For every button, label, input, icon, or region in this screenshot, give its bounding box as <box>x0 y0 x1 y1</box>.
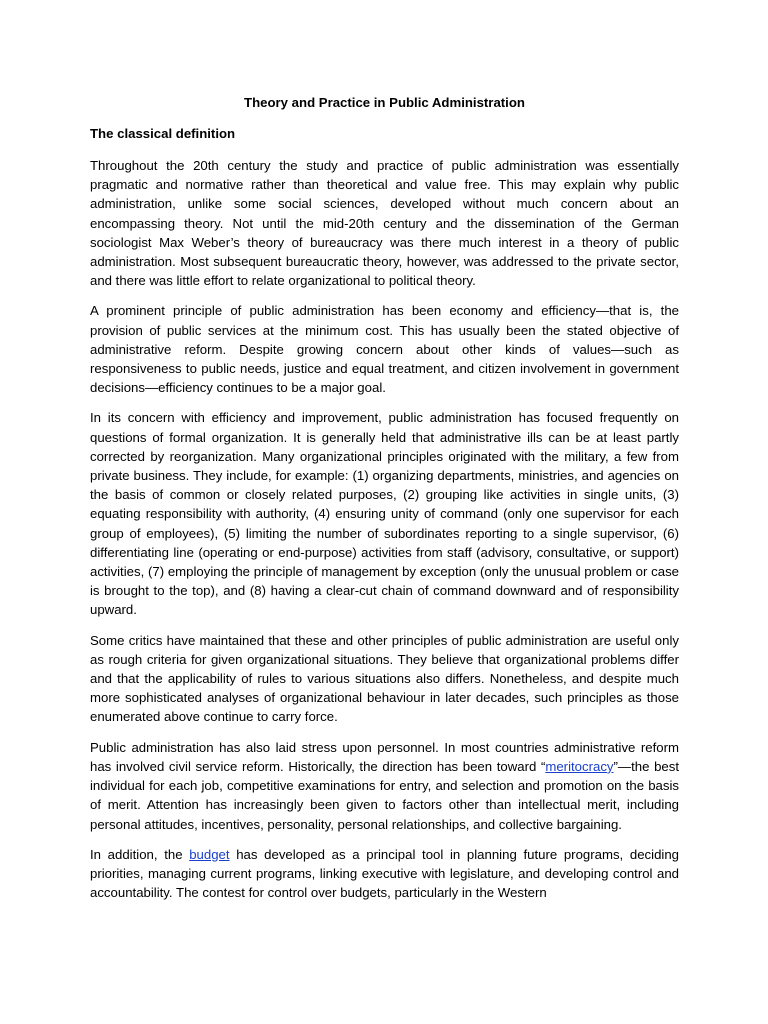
document-title: Theory and Practice in Public Administration <box>244 95 525 110</box>
paragraph-formal-organization: In its concern with efficiency and improvement, public administration has focused frequently on questions of formal organization. It is generally held that administrative ills can be at least partly corrected by reorganization. Many organizational principles originated with the military, a few from private business. They include, for example: (1) organizing departments, ministries, and agencies on the basis of common or closely related purposes, (2) grouping like activities in single units, (3) equating responsibility with authority, (4) ensuring unity of command (only one supervisor for each group of employees), (5) limiting the number of subordinates reporting to a single supervisor, (6) differentiating line (operating or end-purpose) activities from staff (advisory, consultative, or support) activities, (7) employing the principle of management by exception (only the unusual problem or case is brought to the top), and (8) having a clear-cut chain of command downward and of responsibility upward. <box>90 410 679 618</box>
meritocracy-link[interactable]: meritocracy <box>545 758 614 774</box>
paragraph-classical-definition: Throughout the 20th century the study and practice of public administration was essentially pragmatic and normative rather than theoretical and value free. This may explain why public administration, unlike some social sciences, developed without much concern about an encompassing theory. Not until the mid-20th century and the dissemination of the German sociologist Max Weber’s theory of bureaucracy was there much interest in a theory of public administration. Most subsequent bureaucratic theory, however, was addressed to the private sector, and there was little effort to relate organizational to political theory. <box>90 158 679 289</box>
paragraph-personnel <box>90 738 679 834</box>
paragraph-critics: Some critics have maintained that these and other principles of public administration are useful only as rough criteria for given organizational situations. They believe that organizational problems differ and that the applicability of rules to various situations also differs. Nonetheless, and despite much more sophisticated analyses of organizational behaviour in later decades, such principles as those enumerated above continue to carry force. <box>90 632 679 725</box>
personnel-text-after-link: ”—the best individual for each job, competitive examinations for entry, and selection and promotion on the basis of merit. Attention has increasingly been given to factors other than intellectual merit, including personal attitudes, incentives, personality, personal relationships, and collective bargaining. <box>90 758 679 832</box>
section-heading: The classical definition <box>90 126 236 141</box>
budget-text-before-link: In addition, the <box>90 846 190 862</box>
budget-text-after-link: has developed as a principal tool in planning future programs, deciding priorities, managing current programs, linking executive with legislature, and developing control and accountability. The contest for control over budgets, particularly in the Western <box>90 846 680 901</box>
paragraph-economy-efficiency: A prominent principle of public administration has been economy and efficiency—that is, the provision of public services at the minimum cost. This has usually been the stated objective of administrative reform. Despite growing concern about other kinds of values—such as responsiveness to public needs, justice and equal treatment, and citizen involvement in government decisions—efficiency continues to be a major goal. <box>90 303 679 396</box>
budget-link[interactable]: budget <box>189 846 230 862</box>
paragraph-budget <box>90 845 679 903</box>
personnel-text-before-link: Public administration has also laid stress upon personnel. In most countries administrative reform has involved civil service reform. Historically, the direction has been toward “ <box>90 739 679 774</box>
